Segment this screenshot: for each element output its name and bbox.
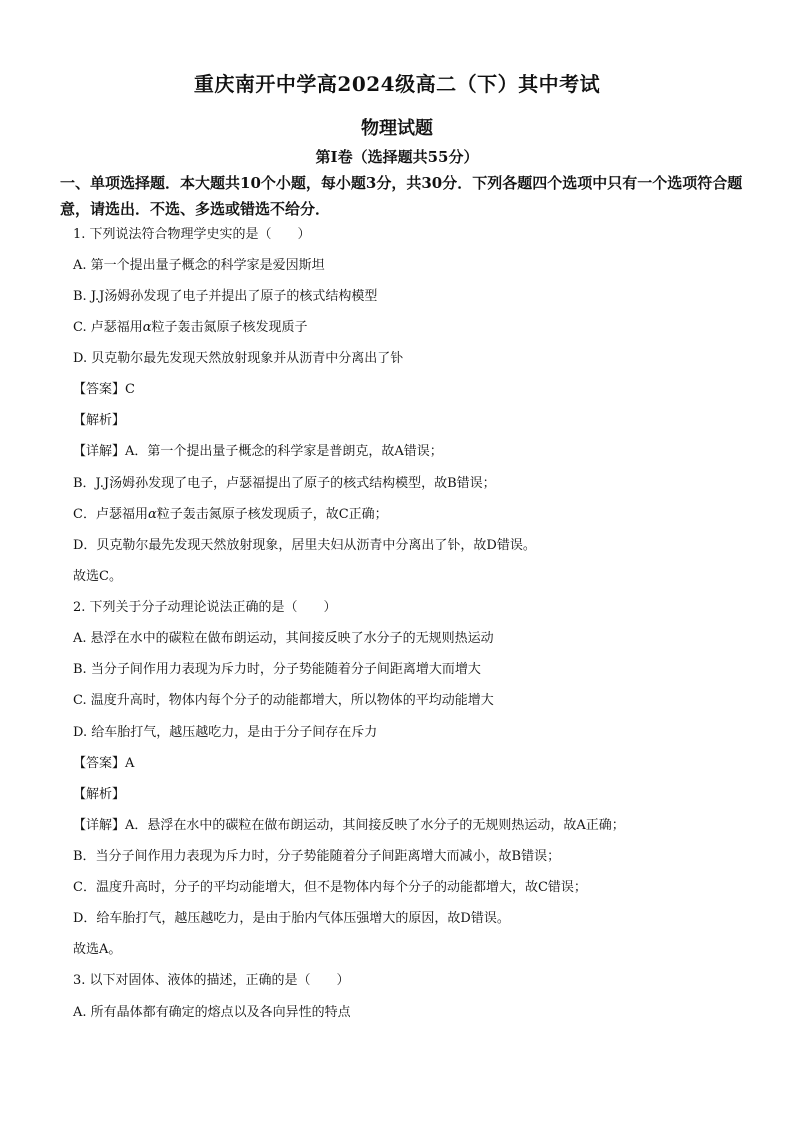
q1-detail-c-post: 粒子轰击氮原子核发现质子，故C正确；: [156, 507, 388, 522]
subject-title: 物理试题: [361, 118, 433, 139]
exam-title: 重庆南开中学高2024级高二（下）其中考试: [193, 72, 601, 96]
q1-detail-a: 【详解】A．第一个提出量子概念的科学家是普朗克，故A错误；: [73, 444, 443, 459]
q1-detail-c: [73, 506, 388, 524]
q2-conclusion: 故选A。: [73, 942, 122, 957]
q1-detail-d: D．贝克勒尔最先发现天然放射现象，居里夫妇从沥青中分离出了钋，故D错误。: [73, 538, 536, 553]
q2-option-d: D. 给车胎打气，越压越吃力，是由于分子间存在斥力: [73, 725, 378, 740]
q2-detail-b: B．当分子间作用力表现为斥力时，分子势能随着分子间距离增大而减小，故B错误；: [73, 849, 561, 864]
q1-conclusion: 故选C。: [73, 569, 122, 584]
section-instruction: 一、单项选择题．本大题共10个小题，每小题3分，共30分．下列各题四个选项中只有一个选项符合题意，请选出．不选、多选或错选不给分．: [60, 174, 743, 218]
q1-option-c-pre: C. 卢瑟福用: [73, 320, 143, 335]
q2-option-a: A. 悬浮在水中的碳粒在做布朗运动，其间接反映了水分子的无规则热运动: [73, 631, 494, 646]
q1-option-b: B. J.J汤姆孙发现了电子并提出了原子的核式结构模型: [73, 289, 378, 304]
q1-option-c-post: 粒子轰击氮原子核发现质子: [151, 320, 308, 335]
q2-option-c: C. 温度升高时，物体内每个分子的动能都增大，所以物体的平均动能增大: [73, 693, 494, 708]
q2-detail-c: C．温度升高时，分子的平均动能增大，但不是物体内每个分子的动能都增大，故C错误；: [73, 880, 587, 895]
q3-option-a: A. 所有晶体都有确定的熔点以及各向异性的特点: [73, 1005, 351, 1020]
q1-option-d: D. 贝克勒尔最先发现天然放射现象并从沥青中分离出了钋: [73, 351, 404, 366]
q2-option-b: B. 当分子间作用力表现为斥力时，分子势能随着分子间距离增大而增大: [73, 662, 481, 677]
q1-answer: 【答案】C: [73, 382, 135, 397]
alpha-symbol: α: [147, 507, 157, 522]
q2-analysis-label: 【解析】: [73, 787, 126, 802]
q3-stem: 3. 以下对固体、液体的描述，正确的是（ ）: [73, 973, 350, 988]
q1-option-c: [73, 319, 308, 337]
q2-answer: 【答案】A: [73, 756, 135, 771]
q2-detail-a: 【详解】A．悬浮在水中的碳粒在做布朗运动，其间接反映了水分子的无规则热运动，故A正确；: [73, 818, 625, 833]
q1-detail-c-pre: C．卢瑟福用: [73, 507, 148, 522]
q2-detail-d: D．给车胎打气，越压越吃力，是由于胎内气体压强增大的原因，故D错误。: [73, 911, 510, 926]
q1-stem: 1. 下列说法符合物理学史实的是（ ）: [73, 227, 311, 242]
q2-stem: 2. 下列关于分子动理论说法正确的是（ ）: [73, 600, 337, 615]
volume-title: 第Ⅰ卷（选择题共55分）: [315, 148, 479, 166]
alpha-symbol: α: [142, 320, 152, 335]
q1-option-a: A. 第一个提出量子概念的科学家是爱因斯坦: [73, 258, 325, 273]
q1-analysis-label: 【解析】: [73, 413, 126, 428]
q1-detail-b: B．J.J汤姆孙发现了电子，卢瑟福提出了原子的核式结构模型，故B错误；: [73, 476, 496, 491]
